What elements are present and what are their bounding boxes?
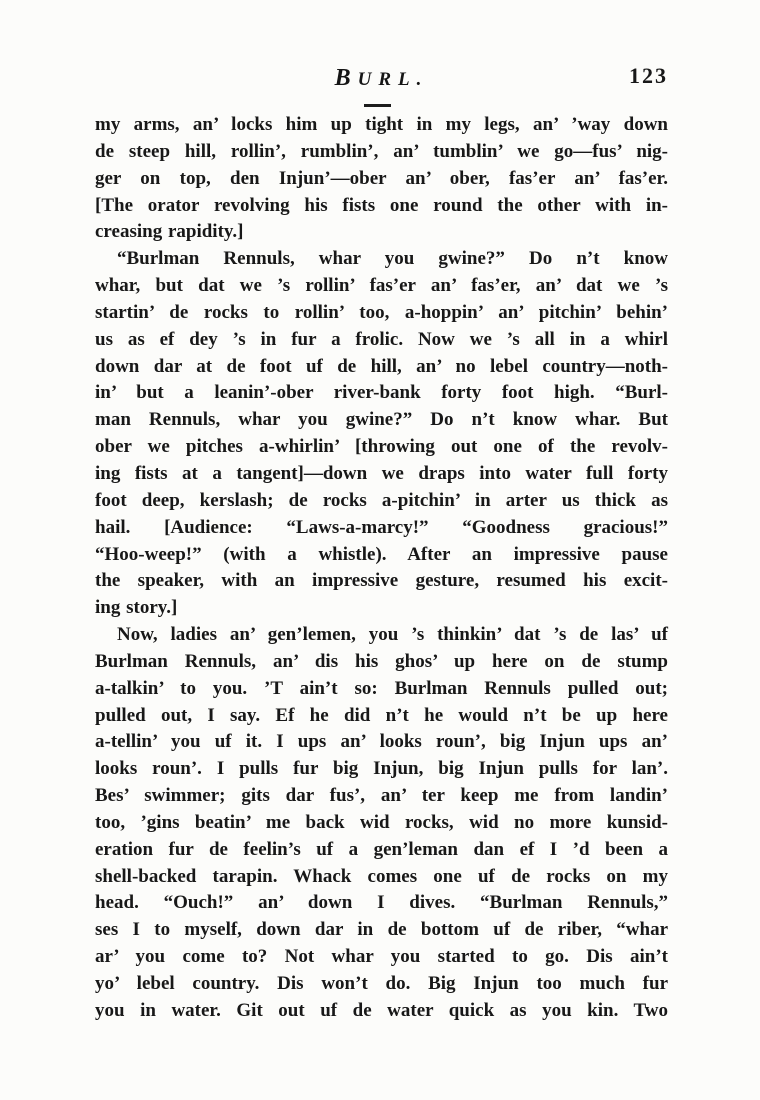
text-line: Burlman Rennuls, an’ dis his ghos’ up here on de stump xyxy=(95,650,668,672)
paragraph xyxy=(95,622,668,1025)
text-line: Now, ladies an’ gen’lemen, you ’s thinkin’ dat ’s de las’ uf xyxy=(117,624,668,646)
text-line: ses I to myself, down dar in de bottom uf de riber, “whar xyxy=(95,919,668,941)
text-line: us as ef dey ’s in fur a frolic. Now we ’s all in a whirl xyxy=(95,328,668,350)
page-body xyxy=(95,112,668,1025)
text-line: shell-backed tarapin. Whack comes one uf de rocks on my xyxy=(95,865,668,887)
text-line: ar’ you come to? Not whar you started to go. Dis ain’t xyxy=(95,946,668,968)
paragraph xyxy=(95,112,668,246)
page-number: 123 xyxy=(629,63,668,88)
text-line: down dar at de foot uf de hill, an’ no lebel country—noth- xyxy=(95,355,668,377)
text-line: creasing rapidity.] xyxy=(95,221,244,243)
text-line: ing story.] xyxy=(95,597,178,619)
text-line: yo’ lebel country. Dis won’t do. Big Injun too much fur xyxy=(95,973,668,994)
text-line: eration fur de feelin’s uf a gen’leman dan ef I ’d been a xyxy=(95,838,668,860)
text-line: man Rennuls, whar you gwine?” Do n’t know whar. But xyxy=(95,409,668,431)
text-line: in’ but a leanin’-ober river-bank forty foot high. “Burl- xyxy=(95,382,668,404)
text-line: Bes’ swimmer; gits dar fus’, an’ ter keep me from landin’ xyxy=(95,785,668,807)
running-title: BURL. xyxy=(334,65,429,91)
text-line: ober we pitches a-whirlin’ [throwing out one of the revolv- xyxy=(95,436,668,458)
paragraph xyxy=(95,246,668,622)
text-line: my arms, an’ locks him up tight in my legs, an’ ’way down xyxy=(95,114,668,135)
text-line: “Hoo-weep!” (with a whistle). After an impressive pause xyxy=(95,543,668,565)
text-line: you in water. Git out uf de water quick as you kin. Two xyxy=(95,999,668,1021)
header-rule xyxy=(364,104,391,107)
text-line: ing fists at a tangent]—down we draps into water full forty xyxy=(95,462,668,484)
text-line: looks roun’. I pulls fur big Injun, big Injun pulls for lan’. xyxy=(95,758,668,780)
text-line: de steep hill, rollin’, rumblin’, an’ tumblin’ we go—fus’ nig- xyxy=(95,140,668,162)
text-line: hail. [Audience: “Laws-a-marcy!” “Goodness gracious!” xyxy=(95,516,668,538)
text-line: too, ’gins beatin’ me back wid rocks, wid no more kunsid- xyxy=(95,811,668,833)
text-line: [The orator revolving his fists one round the other with in- xyxy=(95,194,668,216)
text-line: ger on top, den Injun’—ober an’ ober, fas’er an’ fas’er. xyxy=(95,167,668,189)
text-line: “Burlman Rennuls, whar you gwine?” Do n’t know xyxy=(117,248,668,270)
text-line: head. “Ouch!” an’ down I dives. “Burlman Rennuls,” xyxy=(95,892,668,914)
page-header xyxy=(95,63,668,97)
text-line: pulled out, I say. Ef he did n’t he would n’t be up here xyxy=(95,704,668,726)
text-line: whar, but dat we ’s rollin’ fas’er an’ fas’er, an’ dat we ’s xyxy=(95,275,668,297)
text-line: foot deep, kerslash; de rocks a-pitchin’ in arter us thick as xyxy=(95,489,668,511)
text-line: a-talkin’ to you. ’T ain’t so: Burlman Rennuls pulled out; xyxy=(95,677,668,699)
text-line: a-tellin’ you uf it. I ups an’ looks roun’, big Injun ups an’ xyxy=(95,731,668,753)
text-line: startin’ de rocks to rollin’ too, a-hoppin’ an’ pitchin’ behin’ xyxy=(95,301,668,323)
text-line: the speaker, with an impressive gesture, resumed his excit- xyxy=(95,570,668,592)
